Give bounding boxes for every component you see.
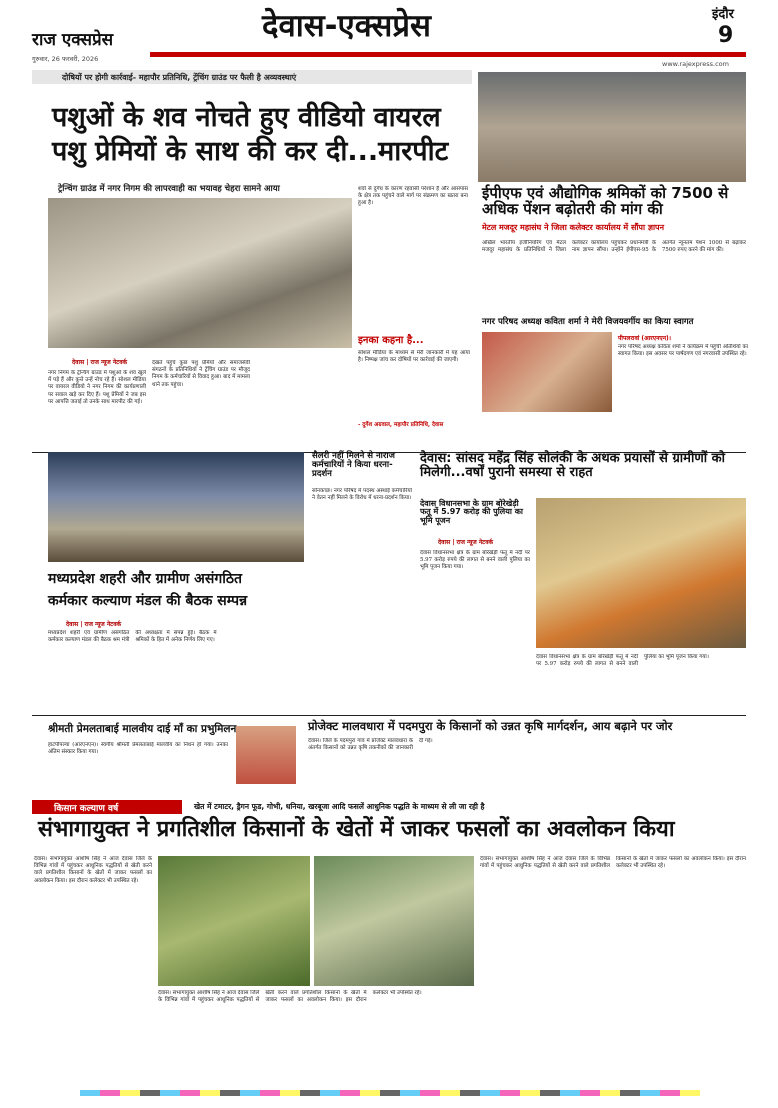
masthead [0, 0, 778, 70]
masthead-website: www.rajexpress.com [662, 60, 729, 68]
crop-bar-bottom [80, 1090, 700, 1096]
labour-byline: देवास | राज न्यूज नेटवर्क [66, 621, 122, 628]
divider-2 [32, 715, 746, 716]
bottom-headline: संभागायुक्त ने प्रगतिशील किसानों के खेतों में जाकर फसलों का अवलोकन किया [38, 817, 675, 842]
bottom-photo-2 [314, 856, 474, 986]
labour-headline-1: मध्यप्रदेश शहरी और ग्रामीण असंगठित [48, 571, 242, 587]
labour-body: मध्यप्रदेश शहरी एवं ग्रामीण असंगठित कर्मकार कल्याण मंडल की बैठक श्रम मंत्री की अध्यक्षता में संपन्न हुई। बैठक में श्रमिकों के हित में अनेक निर्णय लिए गए। [48, 630, 217, 644]
mp-body: देवास विधानसभा क्षेत्र के ग्राम बोरेखेड़ी फतू में नदी पर 5.97 करोड़ रुपये की लागत से बनने वाली पुलिया का भूमि पूजन किया गया। [420, 550, 530, 571]
lead-byline: देवास | राज न्यूज नेटवर्क [72, 359, 128, 366]
masthead-left-title: राज एक्सप्रेस [32, 30, 114, 50]
premlata-headline: श्रीमती प्रेमलताबाई मालवीय दाई माँ का प्रभुमिलन [48, 723, 237, 735]
lead-subhead: ट्रेन्चिंग ग्राउंड में नगर निगम की लापरवाही का भयावह चेहरा सामने आया [58, 184, 280, 194]
mp-headline: देवास: सांसद महेंद्र सिंह सोलंकी के अथक प्रयासों से ग्रामीणों को मिलेगी...वर्षों पुरानी समस्या से राहत [420, 451, 725, 480]
vijay-body: नगर परिषद अध्यक्ष कविता शर्मा ने कार्यक्रम में पहुंची अतिथियों का स्वागत किया। इस अवसर पर पार्षदगण एवं नगरवासी उपस्थित रहे। [618, 344, 748, 358]
epf-subhead: मेटल मजदूर महासंघ ने जिला कलेक्टर कार्यालय में सौंपा ज्ञापन [482, 223, 665, 232]
masthead-city: इंदौर [712, 7, 734, 22]
salary-headline: सैलरी नहीं मिलने से नाराज कर्मचारियों ने किया धरना-प्रदर्शन [312, 451, 395, 479]
premlata-body: हाटपीपल्या (आरएनएन)। स्वर्गीय श्रीमती प्रेमलताबाई मालवीय का निधन हो गया। उनका अंतिम संस्कार किया गया। [48, 742, 228, 756]
quote-author: - दुर्गेश अग्रवाल, महापौर प्रतिनिधि, देवास [358, 422, 444, 428]
mp-photo [536, 498, 746, 648]
premlata-photo [236, 726, 296, 784]
bottom-body-1: देवास। संभागायुक्त आशीष सिंह ने आज देवास जिले के विभिन्न गांवों में पहुंचकर आधुनिक पद्धतियों से खेती करने वाले प्रगतिशील किसानों के खेतों में जाकर फसलों का अवलोकन किया। इस दौरान कलेक्टर भी उपस्थित रहे। [34, 856, 152, 884]
labour-headline-2: कर्मकार कल्याण मंडल की बैठक सम्पन्न [48, 593, 248, 609]
vijay-byline: पीपलरावां (आरएनएन)। [618, 335, 672, 342]
masthead-date: गुरुवार, 26 फरवरी, 2026 [32, 55, 99, 63]
project-body: देवास। जिले के पदमपुरा गांव में प्रोजेक्ट मालवधारा के अंतर्गत किसानों को उन्नत कृषि तकनीकों की जानकारी दी गई। [308, 738, 433, 752]
bottom-photo-1 [158, 856, 310, 986]
salary-body: सोनकच्छ। नगर परिषद में पदस्थ अस्थाई कर्मचारियों ने वेतन नहीं मिलने के विरोध में धरना-प्रदर्शन किया। [312, 488, 412, 502]
mp-byline: देवास | राज न्यूज नेटवर्क [438, 539, 494, 546]
farmer-year-label: किसान कल्याण वर्ष [54, 804, 119, 814]
lead-body-1: नगर निगम के ट्रेन्चिंग ग्राउंड में पशुओं के शव खुले में पड़े हैं और कुत्ते उन्हें नोच रहे हैं। सोशल मीडिया पर वायरल वीडियो ने नगर निगम की कार्यप्रणाली पर सवाल खड़े कर दिए हैं। पशु प्रेमियों ने जब इस पर आपत्ति जताई तो उनके साथ मारपीट की गई। [48, 370, 146, 405]
masthead-red-bar [150, 52, 746, 57]
lead-body-2: देखते पहुंचे कुछ पशु प्रेमियों और समाजसेवी संगठनों के प्रतिनिधियों ने ट्रेंचिंग ग्राउंड पर मौजूद निगम के कर्मचारियों से विवाद हुआ। बाद में मामला थाने तक पहुंचा। [152, 360, 250, 388]
lead-body-3: शवों से दुर्गंध के कारण रहवासी परेशान हैं और आसपास के क्षेत्र तक पहुंचने वाले मार्ग पर संक्रमण का खतरा बना हुआ है। [358, 186, 468, 207]
mp-subhead: देवास विधानसभा के ग्राम बोरेखेड़ी फतू में 5.97 करोड़ की पुलिया का भूमि पूजन [420, 499, 523, 525]
vijay-photo [482, 332, 612, 412]
bottom-kicker: खेत में टमाटर, ड्रैगन फूड, गोभी, धनिया, खरबूजा आदि फसलें आधुनिक पद्धति के माध्यम से ली जा रही है [194, 802, 485, 811]
lead-photo [48, 198, 352, 348]
epf-headline: ईपीएफ एवं औद्योगिक श्रमिकों को 7500 से अधिक पेंशन बढ़ोतरी की मांग की [482, 184, 729, 218]
masthead-page-number: 9 [718, 23, 734, 48]
epf-photo [478, 72, 746, 182]
lead-headline-2: पशु प्रेमियों के साथ की कर दी...मारपीट [52, 136, 449, 167]
quote-text: सोशल मीडिया के माध्यम से मेरी जानकारी में यह आया है। निष्पक्ष जांच कर दोषियों पर कार्रवाई की जाएगी। [358, 350, 470, 364]
project-headline: प्रोजेक्ट मालवधारा में पदमपुरा के किसानों को उन्नत कृषि मार्गदर्शन, आय बढ़ाने पर जोर [308, 719, 673, 733]
vijay-headline: नगर परिषद अध्यक्ष कविता शर्मा ने मेरी विजयवर्गीय का किया स्वागत [482, 317, 694, 327]
farmer-year-band [32, 800, 182, 814]
bottom-body-3: देवास। संभागायुक्त आशीष सिंह ने आज देवास जिले के विभिन्न गांवों में पहुंचकर आधुनिक पद्धतियों से खेती करने वाले प्रगतिशील किसानों के खेतों में जाकर फसलों का अवलोकन किया। इस दौरान कलेक्टर भी उपस्थित रहे। [480, 856, 746, 870]
lead-headline-1: पशुओं के शव नोचते हुए वीडियो वायरल [52, 102, 441, 133]
quote-title: इनका कहना है... [358, 335, 424, 346]
mp-body-2: देवास विधानसभा क्षेत्र के ग्राम बोरेखेड़ी फतू में नदी पर 5.97 करोड़ रुपये की लागत से बनने वाली पुलिया का भूमि पूजन किया गया। [536, 654, 709, 668]
labour-photo [48, 452, 304, 562]
epf-body: अखिल भारतीय इंजीनियरिंग एवं मेटल मजदूर महासंघ के प्रतिनिधियों ने जिला कलेक्टर कार्यालय पहुंचकर प्रधानमंत्री के नाम ज्ञापन सौंपा। उन्होंने ईपीएस-95 के अंतर्गत न्यूनतम पेंशन 1000 से बढ़ाकर 7500 रुपए करने की मांग की। [482, 240, 746, 254]
lead-kicker: दोषियों पर होगी कार्रवाई- महापौर प्रतिनिधि, ट्रेंचिंग ग्राउंड पर फैली है अव्यवस्थाएं [62, 73, 297, 82]
lead-kicker-bar [32, 70, 472, 84]
bottom-body-2: देवास। संभागायुक्त आशीष सिंह ने आज देवास जिले के विभिन्न गांवों में पहुंचकर आधुनिक पद्धतियों से खेती करने वाले प्रगतिशील किसानों के खेतों में जाकर फसलों का अवलोकन किया। इस दौरान कलेक्टर भी उपस्थित रहे। [158, 990, 422, 1004]
masthead-center-title: देवास-एक्सप्रेस [262, 8, 431, 44]
